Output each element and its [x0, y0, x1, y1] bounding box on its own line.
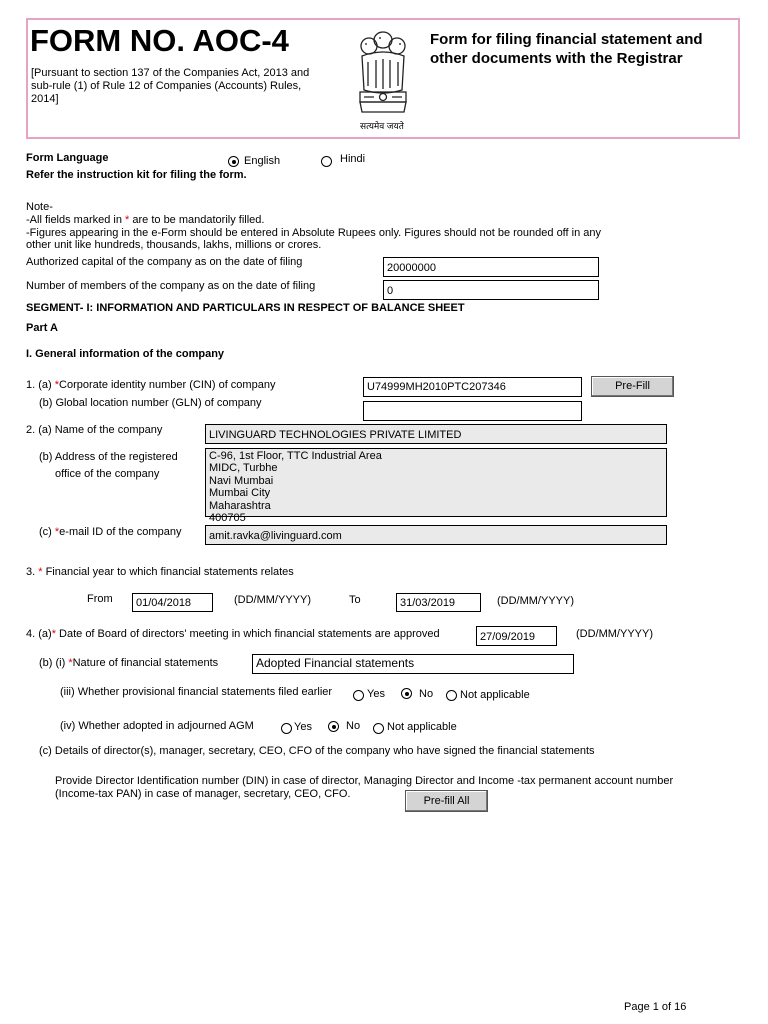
page-number: Page 1 of 16	[624, 1001, 687, 1013]
hindi-radio[interactable]	[321, 156, 332, 167]
financial-year-prefix: 3.	[26, 566, 39, 578]
emblem-caption: सत्यमेव जयते	[360, 121, 404, 131]
address-label-line-2: office of the company	[55, 468, 160, 480]
adjourned-no-radio[interactable]	[328, 721, 339, 732]
prefill-all-button[interactable]: Pre-fill All	[405, 790, 488, 812]
from-date-field[interactable]: 01/04/2018	[132, 593, 213, 612]
board-meeting-date-field[interactable]: 27/09/2019	[476, 626, 557, 646]
din-instruction-line-1: Provide Director Identification number (DIN) in case of director, Managing Director and Income -tax permanent account number	[55, 775, 674, 787]
segment-title: SEGMENT- I: INFORMATION AND PARTICULARS IN RESPECT OF BALANCE SHEET	[26, 302, 465, 314]
gln-label: (b) Global location number (GLN) of company	[39, 397, 262, 409]
to-date-format: (DD/MM/YYYY)	[497, 595, 574, 607]
email-label	[39, 526, 181, 539]
authorized-capital-field[interactable]: 20000000	[383, 257, 599, 277]
board-meeting-date-format: (DD/MM/YYYY)	[576, 628, 653, 640]
registered-address-field[interactable]	[205, 448, 667, 525]
provisional-no-label: No	[419, 688, 434, 700]
state-emblem-icon	[352, 28, 414, 120]
required-star: *	[125, 214, 130, 226]
address-line: C-96, 1st Floor, TTC Industrial Area	[209, 450, 382, 462]
hindi-label: Hindi	[340, 153, 366, 165]
adjourned-yes-radio[interactable]	[281, 723, 292, 734]
adjourned-na-radio[interactable]	[373, 723, 384, 734]
board-meeting-prefix: 4. (a)	[26, 628, 52, 640]
email-label-text: e-mail ID of the company	[59, 526, 182, 538]
english-radio[interactable]	[228, 156, 239, 167]
email-required-star: *	[54, 526, 60, 538]
board-meeting-label	[26, 628, 440, 641]
company-name-label: 2. (a) Name of the company	[26, 424, 163, 436]
provisional-no-radio[interactable]	[401, 688, 412, 699]
cin-required-star: *	[54, 379, 60, 391]
members-count-label: Number of members of the company as on the date of filing	[26, 280, 316, 292]
financial-year-label	[26, 566, 294, 579]
note-line-1-prefix: -All fields marked in	[26, 214, 126, 226]
note-line-3: other unit like hundreds, thousands, lakhs, millions or crores.	[26, 239, 322, 251]
adjourned-yes-label: Yes	[294, 721, 312, 733]
part-a-heading: Part A	[26, 322, 58, 334]
provisional-na-label: Not applicable	[460, 689, 530, 701]
adjourned-na-label: Not applicable	[387, 721, 457, 733]
authorized-capital-label: Authorized capital of the company as on the date of filing	[26, 256, 303, 268]
note-line-1	[26, 214, 264, 227]
form-title: Form for filing financial statement and other documents with the Registrar	[430, 31, 703, 67]
instruction-text: Refer the instruction kit for filing the form.	[26, 169, 247, 181]
nature-label	[39, 657, 218, 670]
nature-label-text: Nature of financial statements	[72, 657, 219, 669]
cin-number-prefix: 1. (a)	[26, 379, 55, 391]
address-line: Mumbai City	[209, 487, 271, 500]
adjourned-no-label: No	[346, 720, 361, 732]
cin-label	[26, 379, 275, 392]
prefill-button[interactable]: Pre-Fill	[591, 376, 674, 397]
form-number: FORM NO. AOC-4	[30, 23, 289, 58]
email-prefix: (c)	[39, 526, 55, 538]
general-info-heading: I. General information of the company	[26, 348, 225, 360]
financial-year-label-text: Financial year to which financial statements relates	[42, 566, 294, 578]
nature-select[interactable]: Adopted Financial statements	[252, 654, 574, 674]
note-title: Note-	[26, 201, 53, 213]
address-line: Maharashtra	[209, 499, 271, 512]
provisional-yes-label: Yes	[367, 688, 385, 700]
nature-required-star: *	[68, 657, 73, 669]
provisional-label: (iii) Whether provisional financial statements filed earlier	[60, 686, 333, 698]
address-line: MIDC, Turbhe	[209, 462, 278, 475]
to-label: To	[349, 594, 361, 606]
from-date-format: (DD/MM/YYYY)	[234, 594, 311, 606]
board-meeting-required-star: *	[51, 628, 56, 640]
address-line: Navi Mumbai	[209, 474, 274, 487]
financial-year-required-star: *	[38, 566, 43, 578]
note-line-2: -Figures appearing in the e-Form should be entered in Absolute Rupees only. Figures should not be rounded off in any	[26, 227, 602, 239]
note-line-1-suffix: are to be mandatorily filled.	[129, 214, 265, 226]
company-name-field[interactable]: LIVINGUARD TECHNOLOGIES PRIVATE LIMITED	[205, 424, 667, 444]
cin-field[interactable]: U74999MH2010PTC207346	[363, 377, 582, 397]
din-instruction-line-2: (Income-tax PAN) in case of manager, secretary, CEO, CFO.	[55, 788, 351, 800]
address-label-line-1: (b) Address of the registered	[39, 451, 178, 463]
nature-prefix: (b) (i)	[39, 657, 69, 669]
cin-label-text: Corporate identity number (CIN) of company	[59, 379, 276, 391]
gln-field[interactable]	[363, 401, 582, 421]
english-label: English	[244, 155, 281, 167]
form-language-label: Form Language	[26, 152, 109, 164]
from-label: From	[87, 593, 113, 605]
pursuant-text: [Pursuant to section 137 of the Companies Act, 2013 and sub-rule (1) of Rule 12 of Companies (Accounts) Rules, 2014]	[31, 67, 310, 105]
adjourned-agm-label: (iv) Whether adopted in adjourned AGM	[60, 720, 254, 732]
provisional-yes-radio[interactable]	[353, 690, 364, 701]
address-line: 400705	[209, 512, 246, 525]
board-meeting-label-text: Date of Board of directors' meeting in which financial statements are approved	[55, 628, 440, 640]
members-count-field[interactable]: 0	[383, 280, 599, 300]
to-date-field[interactable]: 31/03/2019	[396, 593, 481, 612]
provisional-na-radio[interactable]	[446, 690, 457, 701]
signatories-label: (c) Details of director(s), manager, secretary, CEO, CFO of the company who have signed the financial statements	[39, 745, 595, 757]
email-field[interactable]: amit.ravka@livinguard.com	[205, 525, 667, 545]
